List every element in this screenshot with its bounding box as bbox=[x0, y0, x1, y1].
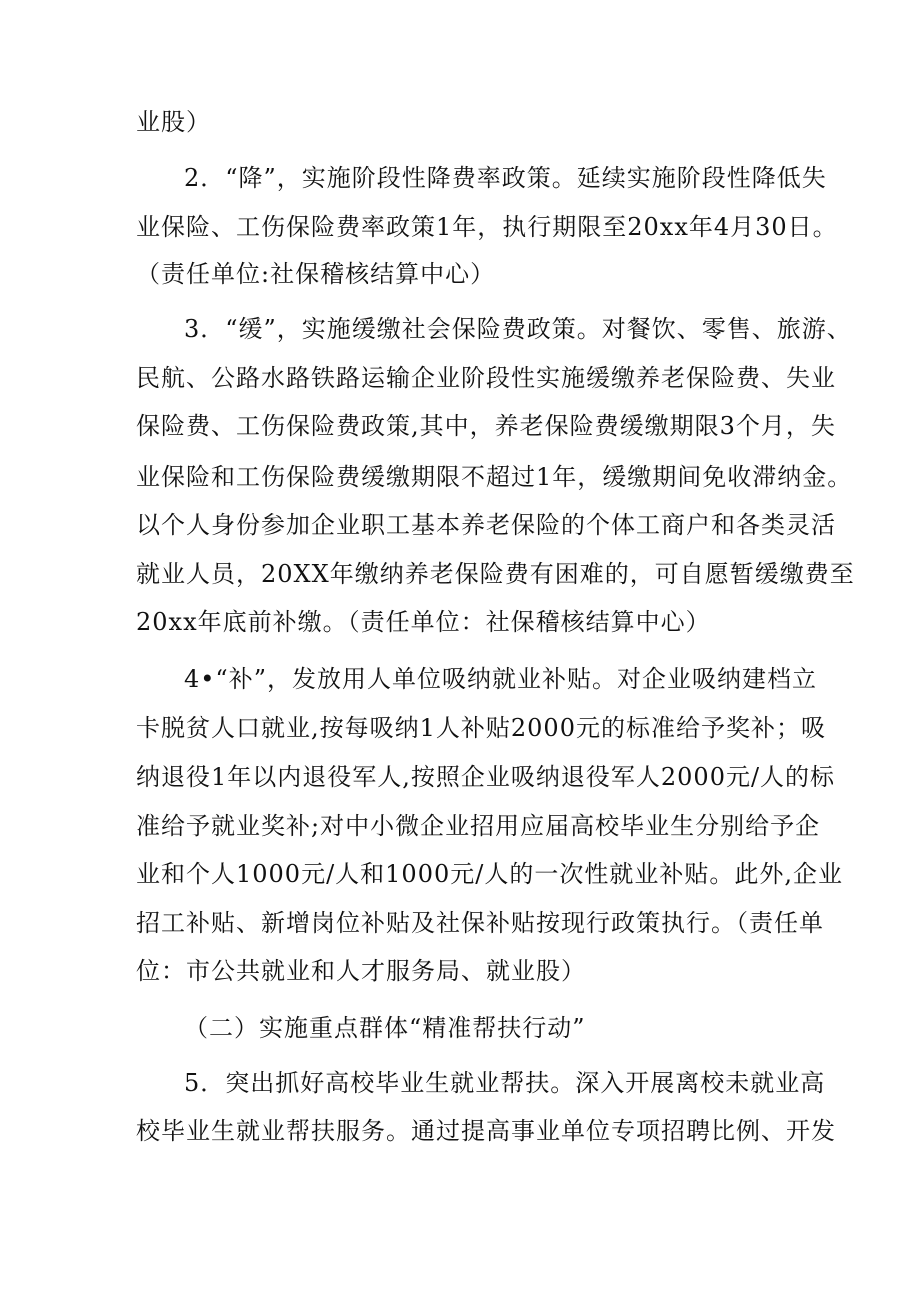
paragraph-4-line: 位：市公共就业和人才服务局、就业股） bbox=[136, 957, 586, 985]
paragraph-4-line: 4•“补”，发放用人单位吸纳就业补贴。对企业吸纳建档立 bbox=[184, 665, 817, 693]
paragraph-3-line: 就业人员，20XX年缴纳养老保险费有困难的，可自愿暂缓缴费至 bbox=[136, 560, 855, 588]
paragraph-3-line: 3．“缓”，实施缓缴社会保险费政策。对餐饮、零售、旅游、 bbox=[184, 315, 852, 343]
paragraph-5-line: 5．突出抓好高校毕业生就业帮扶。深入开展离校未就业高 bbox=[184, 1069, 826, 1097]
section-heading: （二）实施重点群体“精准帮扶行动” bbox=[184, 1014, 586, 1042]
text-line: 业股） bbox=[136, 108, 211, 136]
paragraph-3-line: 民航、公路水路铁路运输企业阶段性实施缓缴养老保险费、失业 bbox=[136, 364, 836, 392]
paragraph-2-line: 2．“降”，实施阶段性降费率政策。延续实施阶段性降低失 bbox=[184, 164, 827, 192]
paragraph-3-line: 保险费、工伤保险费政策,其中，养老保险费缓缴期限3个月，失 bbox=[136, 412, 836, 440]
paragraph-4-line: 纳退役1年以内退役军人,按照企业吸纳退役军人2000元/人的标 bbox=[136, 763, 836, 791]
paragraph-3-line: 以个人身份参加企业职工基本养老保险的个体工商户和各类灵活 bbox=[136, 511, 836, 539]
paragraph-4-line: 卡脱贫人口就业,按每吸纳1人补贴2000元的标准给予奖补；吸 bbox=[136, 714, 826, 742]
paragraph-5-line: 校毕业生就业帮扶服务。通过提高事业单位专项招聘比例、开发 bbox=[136, 1117, 836, 1145]
paragraph-4-line: 招工补贴、新增岗位补贴及社保补贴按现行政策执行。（责任单 bbox=[136, 909, 824, 937]
paragraph-2-line: 业保险、工伤保险费率政策1年，执行期限至20xx年4月30日。 bbox=[136, 213, 838, 241]
paragraph-3-line: 业保险和工伤保险费缓缴期限不超过1年，缓缴期间免收滞纳金。 bbox=[136, 463, 853, 491]
paragraph-2-line: （责任单位:社保稽核结算中心） bbox=[136, 260, 496, 288]
paragraph-4-line: 业和个人1000元/人和1000元/人的一次性就业补贴。此外,企业 bbox=[136, 860, 843, 888]
paragraph-4-line: 准给予就业奖补;对中小微企业招用应届高校毕业生分别给予企 bbox=[136, 812, 821, 840]
paragraph-3-line: 20xx年底前补缴。（责任单位：社保稽核结算中心） bbox=[136, 608, 711, 636]
